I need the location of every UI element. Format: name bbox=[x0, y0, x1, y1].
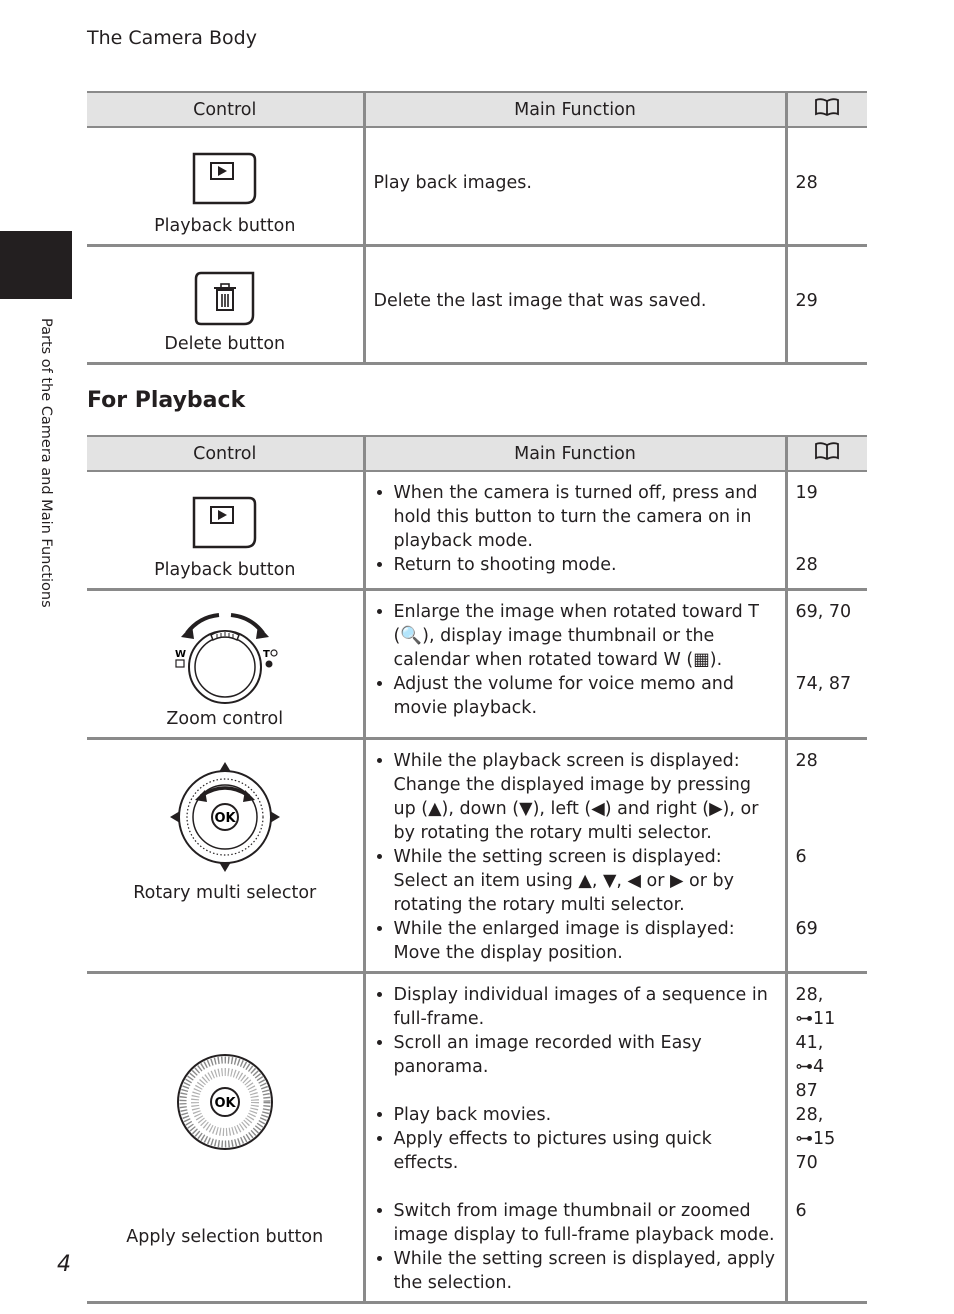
list-item: • While the setting screen is displayed: Select an item using ▲, ▼, ◀ or ▶ or by rotating the rotary multi selector. bbox=[394, 845, 779, 917]
col-header-control: Control bbox=[87, 92, 364, 127]
control-cell bbox=[87, 972, 364, 1302]
list-item: • Switch from image thumbnail or zoomed image display to full-frame playback mode. bbox=[394, 1199, 779, 1247]
svg-text:T: T bbox=[262, 648, 270, 660]
control-cell bbox=[87, 589, 364, 738]
col-header-ref bbox=[786, 92, 867, 127]
list-item: • Enlarge the image when rotated toward T (🔍), display image thumbnail or the calendar when rotated toward W (▦). bbox=[394, 600, 779, 672]
table-row bbox=[87, 972, 867, 1302]
ref-cell bbox=[786, 738, 867, 972]
ref-value: 70 bbox=[795, 1152, 818, 1173]
control-label: Apply selection button bbox=[126, 1226, 324, 1247]
control-label: Zoom control bbox=[166, 708, 284, 729]
control-label: Rotary multi selector bbox=[133, 882, 317, 903]
col-header-ref bbox=[786, 436, 867, 471]
ref-value: 28 bbox=[795, 750, 818, 771]
function-cell: Play back images. bbox=[364, 127, 786, 245]
ref-value: 6 bbox=[795, 846, 807, 867]
playback-button-icon bbox=[191, 150, 259, 206]
function-cell bbox=[364, 738, 786, 972]
function-cell: Delete the last image that was saved. bbox=[364, 245, 786, 363]
control-cell bbox=[87, 245, 364, 363]
svg-text:W: W bbox=[174, 648, 186, 660]
function-cell bbox=[364, 972, 786, 1302]
apply-selection-button-icon bbox=[175, 1052, 275, 1152]
delete-button-icon bbox=[191, 269, 259, 327]
control-cell bbox=[87, 738, 364, 972]
ref-cell: 28 bbox=[786, 127, 867, 245]
ref-value: 87 bbox=[795, 1080, 818, 1101]
camera-body-table bbox=[87, 91, 867, 365]
table-row bbox=[87, 471, 867, 589]
ref-value: 28, bbox=[795, 984, 824, 1005]
ref-cell: 29 bbox=[786, 245, 867, 363]
ref-value: 6 bbox=[795, 1200, 807, 1221]
control-label: Playback button bbox=[154, 215, 296, 236]
svg-text:OK: OK bbox=[214, 810, 236, 826]
ref-value: 69, 70 bbox=[795, 601, 852, 622]
table-row bbox=[87, 589, 867, 738]
zoom-control-icon bbox=[165, 607, 285, 707]
col-header-function: Main Function bbox=[364, 436, 786, 471]
svg-text:OK: OK bbox=[214, 1095, 236, 1111]
control-cell bbox=[87, 471, 364, 589]
ref-value: 28 bbox=[795, 555, 818, 575]
ref-cell bbox=[786, 471, 867, 589]
list-item: • Return to shooting mode. bbox=[394, 553, 779, 577]
chapter-label: Parts of the Camera and Main Functions bbox=[38, 318, 54, 608]
playback-table bbox=[87, 435, 867, 1304]
list-item: • While the setting screen is displayed, apply the selection. bbox=[394, 1247, 779, 1295]
ref-value: ⊶4 bbox=[795, 1056, 825, 1077]
list-item: • Adjust the volume for voice memo and movie playback. bbox=[394, 672, 779, 720]
rotary-multi-selector-icon bbox=[165, 760, 285, 875]
control-cell bbox=[87, 127, 364, 245]
running-header: The Camera Body bbox=[87, 27, 257, 49]
list-item: • Scroll an image recorded with Easy panorama. bbox=[394, 1031, 779, 1079]
function-cell bbox=[364, 471, 786, 589]
table-row bbox=[87, 127, 867, 245]
ref-cell bbox=[786, 972, 867, 1302]
table-row bbox=[87, 738, 867, 972]
ref-value: 19 bbox=[795, 483, 818, 503]
control-label: Playback button bbox=[154, 559, 296, 580]
function-cell bbox=[364, 589, 786, 738]
table-row bbox=[87, 245, 867, 363]
list-item: • While the playback screen is displayed: Change the displayed image by pressing up (▲), down (▼), left (◀) and right (▶), or by rotating the rotary multi selector. bbox=[394, 749, 779, 845]
ref-value: 74, 87 bbox=[795, 673, 852, 694]
book-icon bbox=[814, 97, 840, 117]
control-label: Delete button bbox=[164, 333, 286, 354]
book-icon bbox=[814, 441, 840, 461]
ref-value: ⊶15 bbox=[795, 1128, 836, 1149]
ref-value: 41, bbox=[795, 1032, 824, 1053]
ref-value: ⊶11 bbox=[795, 1008, 836, 1029]
ref-cell bbox=[786, 589, 867, 738]
list-item: • Play back movies. bbox=[394, 1103, 779, 1127]
page-number: 4 bbox=[57, 1252, 71, 1277]
col-header-control: Control bbox=[87, 436, 364, 471]
list-item: • While the enlarged image is displayed: Move the display position. bbox=[394, 917, 779, 965]
ref-value: 69 bbox=[795, 918, 818, 939]
ref-value: 28, bbox=[795, 1104, 824, 1125]
chapter-tab bbox=[0, 231, 72, 299]
list-item: • Apply effects to pictures using quick effects. bbox=[394, 1127, 779, 1175]
list-item: • Display individual images of a sequence in full-frame. bbox=[394, 983, 779, 1031]
section-title: For Playback bbox=[87, 388, 246, 413]
list-item: • When the camera is turned off, press and hold this button to turn the camera on in playback mode. bbox=[394, 481, 779, 553]
playback-button-icon bbox=[191, 494, 259, 550]
col-header-function: Main Function bbox=[364, 92, 786, 127]
